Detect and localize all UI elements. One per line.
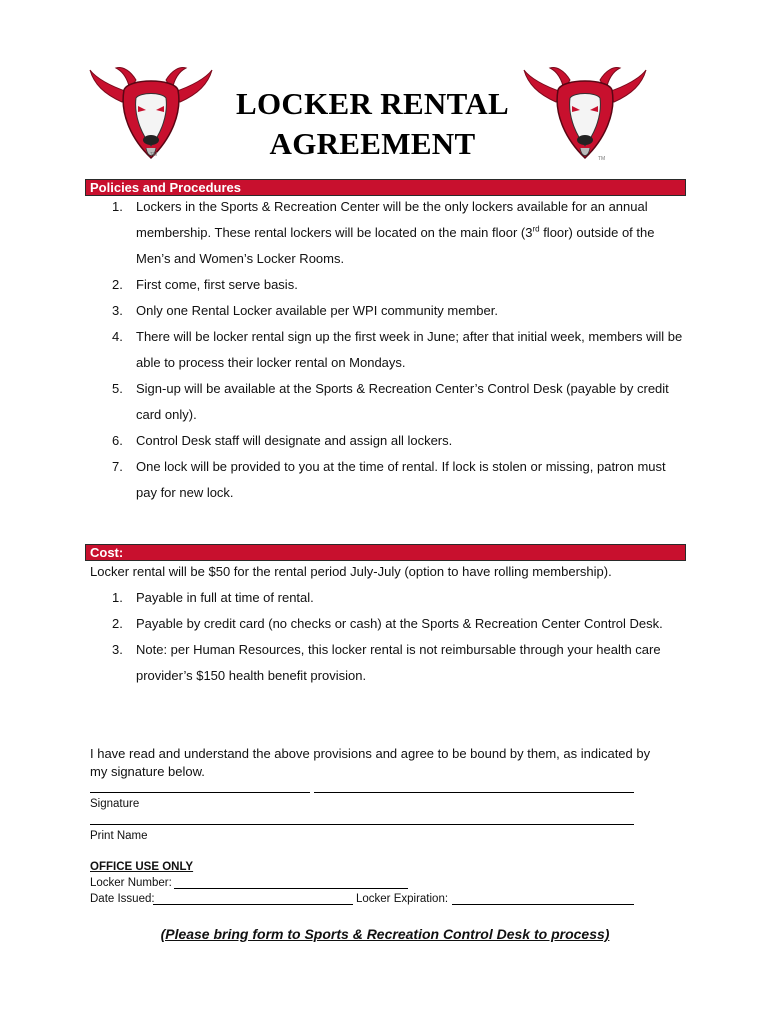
list-number: 6. (112, 433, 123, 448)
list-number: 5. (112, 381, 123, 396)
cost-item-1 (85, 585, 685, 611)
policy-text-line: Only one Rental Locker available per WPI community member. (136, 303, 498, 318)
list-number: 2. (112, 616, 123, 631)
list-number: 1. (112, 199, 123, 214)
policy-item-7 (85, 454, 685, 506)
signature-label: Signature (90, 798, 140, 810)
policy-text-line: Lockers in the Sports & Recreation Center will be the only lockers available for an annual (136, 199, 648, 214)
title-line-1: LOCKER RENTAL (236, 86, 509, 121)
policy-item-3 (85, 298, 685, 324)
goat-mascot-icon (524, 68, 646, 159)
list-number: 4. (112, 329, 123, 344)
agreement-line-1: I have read and understand the above provisions and agree to be bound by them, as indicated by (90, 746, 651, 761)
cost-text-line: provider’s $150 health benefit provision. (136, 668, 367, 683)
cost-text-line: Payable in full at time of rental. (136, 590, 314, 605)
agreement-statement (90, 745, 650, 781)
locker-expiration-label: Locker Expiration: (356, 893, 449, 905)
superscript: rd (532, 224, 540, 234)
goat-mascot-logo-right (522, 62, 648, 168)
date-issued-line[interactable] (153, 904, 353, 905)
policy-text-line: There will be locker rental sign up the first week in June; after that initial week, members will be (136, 329, 683, 344)
policy-text-line: pay for new lock. (136, 485, 234, 500)
locker-number-line[interactable] (174, 888, 408, 889)
list-number: 7. (112, 459, 123, 474)
policy-text-line: One lock will be provided to you at the time of rental. If lock is stolen or missing, patron must (136, 459, 666, 474)
policy-text-line: Control Desk staff will designate and assign all lockers. (136, 433, 453, 448)
cost-item-3 (85, 637, 685, 689)
signature-line[interactable] (90, 792, 310, 793)
footer-instruction: (Please bring form to Sports & Recreation Control Desk to process) (160, 926, 610, 942)
cost-text-line: Note: per Human Resources, this locker rental is not reimbursable through your health care (136, 642, 661, 657)
policy-item-5 (85, 376, 685, 428)
policies-heading-bar: Policies and Procedures (85, 179, 686, 196)
policy-item-2 (85, 272, 685, 298)
cost-heading-bar: Cost: (85, 544, 686, 561)
policy-item-6 (85, 428, 685, 454)
cost-text-line: Payable by credit card (no checks or cash) at the Sports & Recreation Center Control Desk. (136, 616, 663, 631)
title-line-2: AGREEMENT (269, 126, 476, 161)
office-use-heading: OFFICE USE ONLY (90, 861, 194, 873)
trademark-mark: TM (150, 152, 158, 158)
policy-text-line: able to process their locker rental on Mondays. (136, 355, 406, 370)
cost-list (85, 585, 685, 689)
list-number: 3. (112, 642, 123, 657)
print-name-label: Print Name (90, 830, 148, 842)
policies-list (85, 194, 685, 506)
cost-item-2 (85, 611, 685, 637)
agreement-line-2: my signature below. (90, 764, 205, 779)
trademark-mark: TM (598, 156, 606, 162)
policy-item-1 (85, 194, 685, 272)
goat-mascot-icon (90, 68, 212, 159)
list-number: 3. (112, 303, 123, 318)
policy-text-line: Sign-up will be available at the Sports & Recreation Center’s Control Desk (payable by credit (136, 381, 669, 396)
policy-text-line: Men’s and Women’s Locker Rooms. (136, 251, 345, 266)
page-title (205, 84, 540, 164)
list-number: 1. (112, 590, 123, 605)
signature-date-line[interactable] (314, 792, 634, 793)
print-name-line[interactable] (90, 824, 634, 825)
locker-number-label: Locker Number: (90, 877, 172, 889)
date-issued-label: Date Issued: (90, 893, 155, 905)
policy-text-line: card only). (136, 407, 197, 422)
cost-intro: Locker rental will be $50 for the rental period July-July (option to have rolling membership). (90, 564, 612, 579)
policy-text-line: First come, first serve basis. (136, 277, 298, 292)
policy-item-4 (85, 324, 685, 376)
list-number: 2. (112, 277, 123, 292)
locker-expiration-line[interactable] (452, 904, 634, 905)
policy-text-line: membership. These rental lockers will be located on the main floor (3rd floor) outside of the (136, 224, 655, 240)
